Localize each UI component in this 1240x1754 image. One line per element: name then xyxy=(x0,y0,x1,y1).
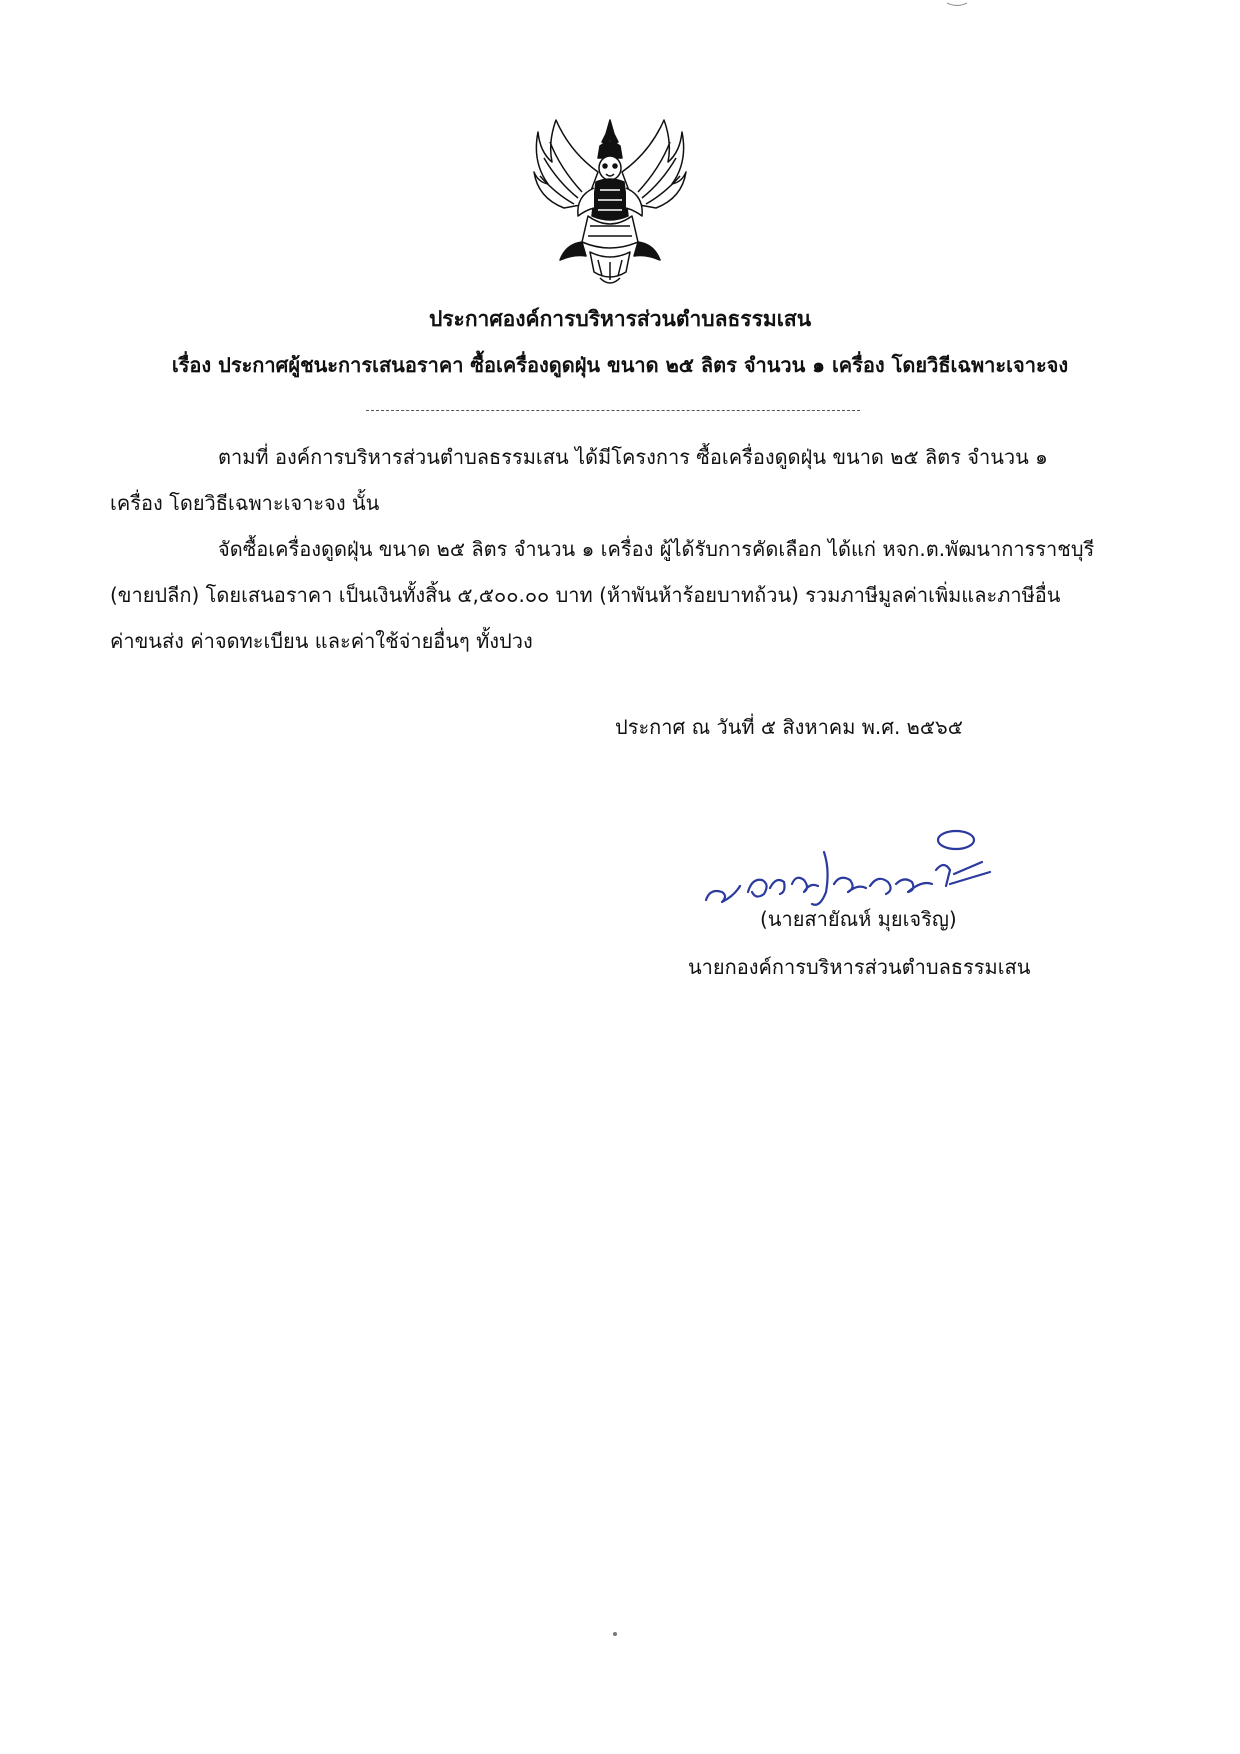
announcement-subject: เรื่อง ประกาศผู้ชนะการเสนอราคา ซื้อเครื่องดูดฝุ่น ขนาด ๒๕ ลิตร จำนวน ๑ เครื่อง โดยวิธีเฉพาะเจาะจง xyxy=(171,353,1069,377)
handwritten-signature xyxy=(700,800,1010,920)
announcement-title: ประกาศองค์การบริหารส่วนตำบลธรรมเสน xyxy=(428,307,812,331)
paragraph-1-line-2: เครื่อง โดยวิธีเฉพาะเจาะจง นั้น xyxy=(110,491,380,515)
announcement-date: ประกาศ ณ วันที่ ๕ สิงหาคม พ.ศ. ๒๕๖๕ xyxy=(615,715,963,739)
paragraph-2-line-2: (ขายปลีก) โดยเสนอราคา เป็นเงินทั้งสิ้น ๕,๕๐๐.๐๐ บาท (ห้าพันห้าร้อยบาทถ้วน) รวมภาษีมูลค่าเพิ่มและภาษีอื่น xyxy=(110,583,1061,607)
signatory-name: (นายสายัณห์ มุยเจริญ) xyxy=(760,907,957,931)
scan-speck xyxy=(613,1632,617,1636)
paragraph-2-line-3: ค่าขนส่ง ค่าจดทะเบียน และค่าใช้จ่ายอื่นๆ ทั้งปวง xyxy=(110,629,533,653)
garuda-emblem-icon xyxy=(530,112,690,292)
signatory-position: นายกองค์การบริหารส่วนตำบลธรรมเสน xyxy=(688,955,1031,979)
title-divider xyxy=(366,410,860,411)
paragraph-2-line-1: จัดซื้อเครื่องดูดฝุ่น ขนาด ๒๕ ลิตร จำนวน ๑ เครื่อง ผู้ได้รับการคัดเลือก ได้แก่ หจก.ต.พัฒนาการราชบุรี xyxy=(218,537,1095,561)
scan-mark xyxy=(945,0,969,8)
paragraph-1-line-1: ตามที่ องค์การบริหารส่วนตำบลธรรมเสน ได้มีโครงการ ซื้อเครื่องดูดฝุ่น ขนาด ๒๕ ลิตร จำนวน ๑ xyxy=(218,445,1048,469)
